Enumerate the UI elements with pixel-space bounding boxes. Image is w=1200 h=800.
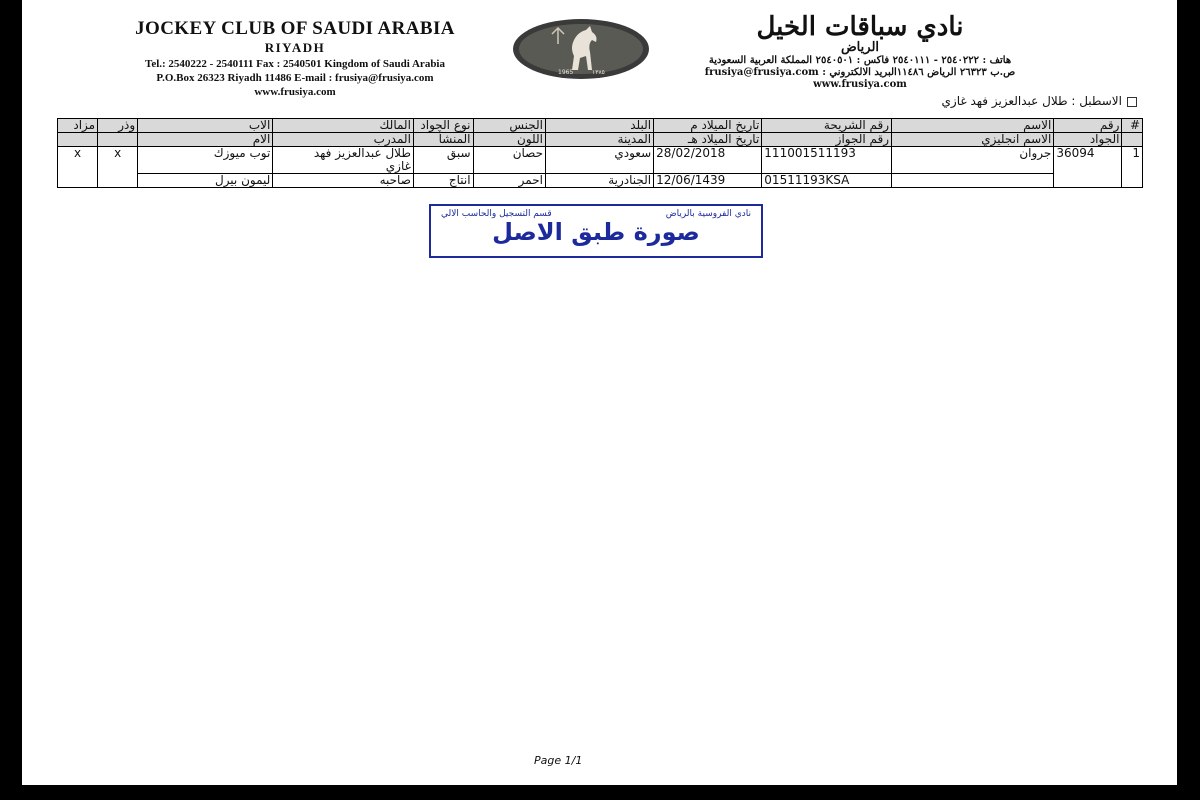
cell-wazr: x	[98, 147, 138, 188]
col-header-dob-g: تاريخ الميلاد م	[654, 119, 762, 133]
stamp-club-text: نادي الفروسية بالرياض	[665, 209, 751, 219]
cell-trainer: صاحبه	[273, 174, 414, 188]
english-website: www.frusiya.com	[254, 86, 336, 98]
club-logo	[512, 18, 650, 80]
col-header-origin: المنشأ	[413, 133, 473, 147]
cell-index: 1	[1122, 147, 1143, 188]
arabic-contact-line: هاتف : ٢٥٤٠٢٢٢ - ٢٥٤٠١١١ فاكس : ٢٥٤٠٥٠١ المملكة العربية السعودية	[708, 55, 1012, 66]
arabic-city: الرياض	[840, 40, 880, 55]
cell-name: جروان	[892, 147, 1054, 174]
english-contact-line: Tel.: 2540222 - 2540111 Fax : 2540501 Kingdom of Saudi Arabia	[145, 58, 445, 70]
col-header-index: #	[1122, 119, 1143, 133]
stamp-department-text: قسم التسجيل والحاسب الالي	[441, 209, 552, 219]
col-header-type: نوع الجواد	[413, 119, 473, 133]
arabic-website: www.frusiya.com	[813, 79, 907, 90]
page-number: Page 1/1	[534, 754, 583, 767]
arabic-address-line: ص.ب ٢٦٣٢٣ الرياض ١١٤٨٦البريد الالكتروني : frusiya@frusiya.com	[704, 67, 1016, 78]
cell-owner-line1: طلال عبدالعزيز فهد	[313, 146, 411, 160]
col-header-name-en: الاسم انجليزي	[892, 133, 1054, 147]
table-header-row-1	[58, 119, 1143, 133]
cell-name-en	[892, 174, 1054, 188]
col-header-sire: الاب	[138, 119, 273, 133]
english-city: RIYADH	[264, 40, 326, 55]
col-header-chip: رقم الشريحة	[762, 119, 892, 133]
cell-color: احمر	[473, 174, 545, 188]
col-header-horse-label: الجواد	[1054, 133, 1122, 147]
cell-sex: حصان	[473, 147, 545, 174]
cell-chip: 111001511193	[762, 147, 892, 174]
col-header-name: الاسم	[892, 119, 1054, 133]
cell-dam: ليمون بيرل	[138, 174, 273, 188]
stable-owner-text: الاسطبل : طلال عبدالعزيز فهد غازي	[941, 94, 1122, 108]
logo-year-left: 1965	[558, 69, 574, 76]
col-header-sex: الجنس	[473, 119, 545, 133]
col-header-auction: مزاد	[58, 119, 98, 133]
cell-origin: انتاج	[413, 174, 473, 188]
col-header-owner: المالك	[273, 119, 414, 133]
table-row	[58, 174, 1143, 188]
checkbox-icon	[1127, 97, 1137, 107]
english-club-name: JOCKEY CLUB OF SAUDI ARABIA	[135, 18, 455, 39]
cell-owner-line2: غازي	[385, 159, 411, 173]
table-header-row-2	[58, 133, 1143, 147]
english-letterhead	[90, 18, 500, 98]
logo-year-right: ١٣٨٥	[592, 69, 605, 76]
table-row	[58, 147, 1143, 174]
cell-passport: 01511193KSA	[762, 174, 892, 188]
stable-owner-line	[942, 94, 1137, 108]
cell-auction: x	[58, 147, 98, 188]
cell-country: سعودي	[545, 147, 653, 174]
col-header-wazr: وذر	[98, 119, 138, 133]
stamp-main-text: صورة طبق الاصل	[492, 218, 700, 246]
col-header-color: اللون	[473, 133, 545, 147]
col-header-passport: رقم الجواز	[762, 133, 892, 147]
english-address-line: P.O.Box 26323 Riyadh 11486 E-mail : frusiya@frusiya.com	[156, 72, 434, 84]
cell-city: الجنادرية	[545, 174, 653, 188]
arabic-letterhead	[690, 12, 1030, 91]
cell-owner	[273, 147, 414, 174]
cell-dob-h: 12/06/1439	[654, 174, 762, 188]
document-page	[22, 0, 1177, 785]
horse-registration-table	[57, 118, 1143, 188]
col-header-country: البلد	[545, 119, 653, 133]
col-header-trainer: المدرب	[273, 133, 414, 147]
cell-type: سبق	[413, 147, 473, 174]
cell-dob-g: 28/02/2018	[654, 147, 762, 174]
col-header-horse-no: رقم	[1054, 119, 1122, 133]
arabic-club-name: نادي سباقات الخيل	[756, 12, 964, 42]
col-header-city: المدينة	[545, 133, 653, 147]
col-header-dam: الام	[138, 133, 273, 147]
cell-horse-no: 36094	[1054, 147, 1122, 188]
certified-copy-stamp	[429, 204, 763, 258]
cell-sire: توب ميوزك	[138, 147, 273, 174]
col-header-dob-h: تاريخ الميلاد هـ	[654, 133, 762, 147]
